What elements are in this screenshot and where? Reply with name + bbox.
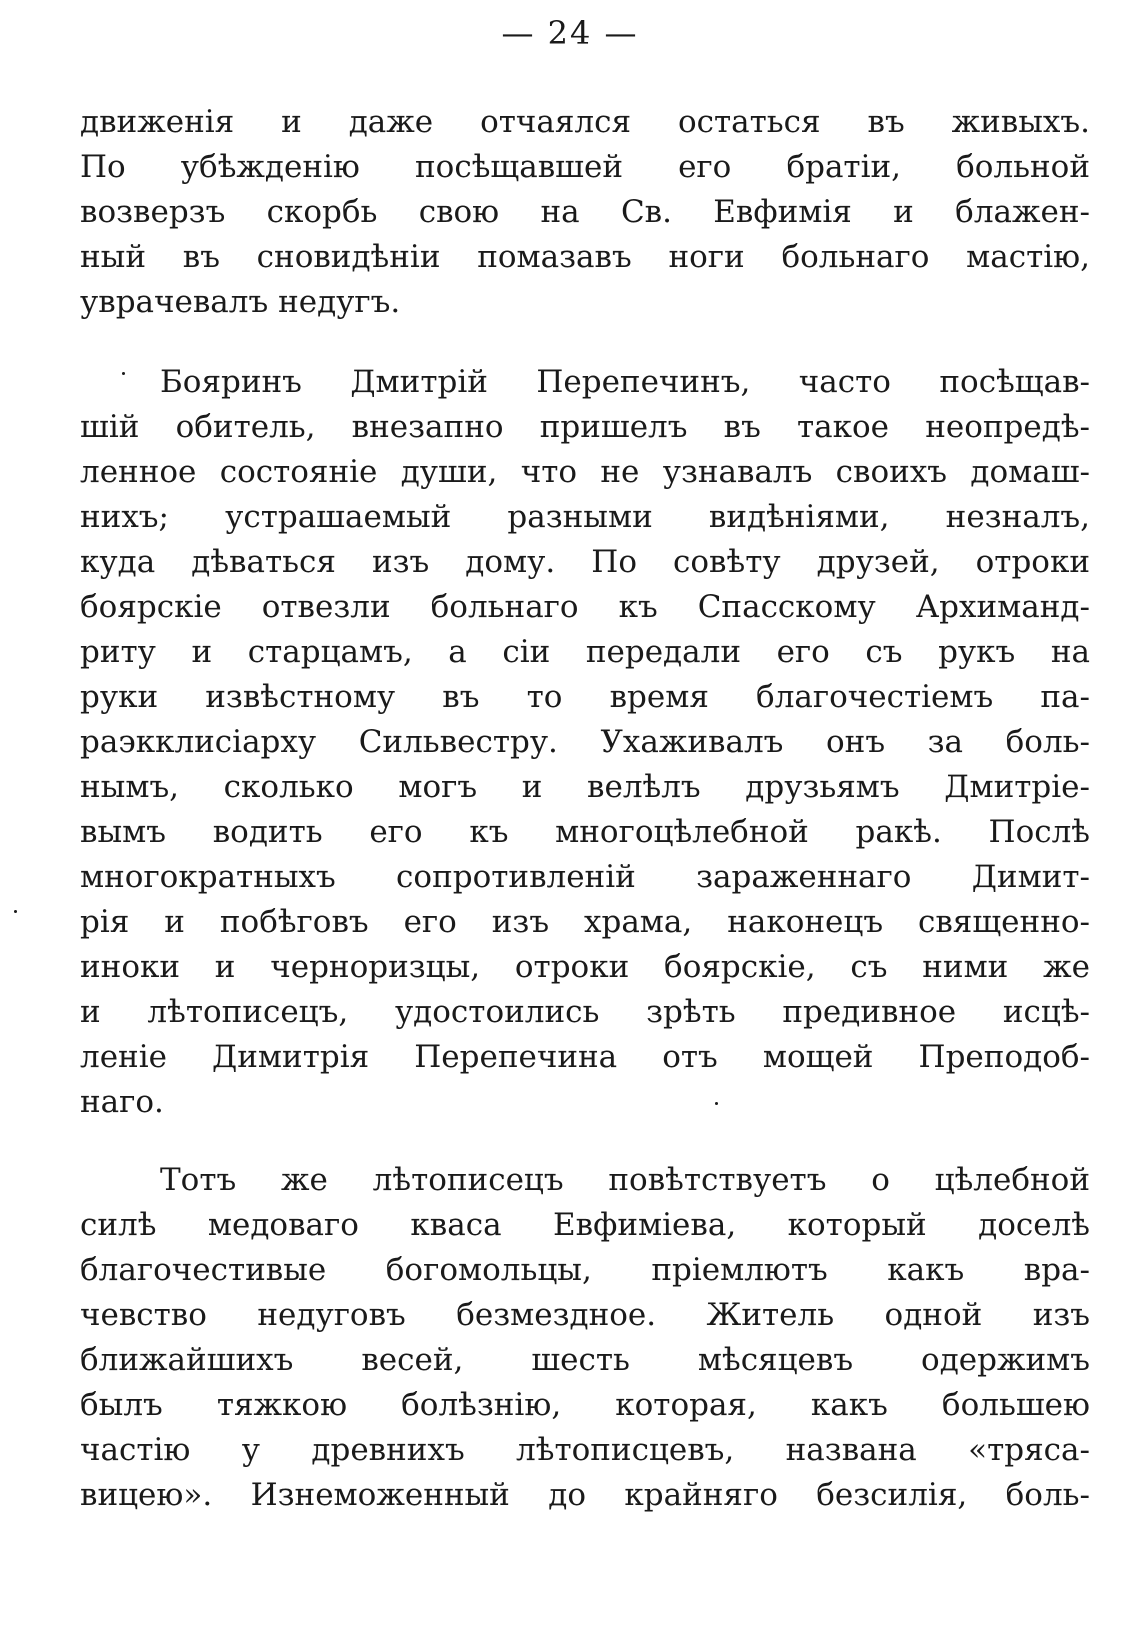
- text-line: рія и побѣговъ его изъ храма, наконецъ священно-: [80, 904, 1090, 940]
- text-line: иноки и черноризцы, отроки боярскіе, съ ними же: [80, 949, 1090, 985]
- text-line: ный въ сновидѣніи помазавъ ноги больнаго мастію,: [80, 239, 1090, 275]
- paragraph-2: [80, 360, 1090, 1125]
- text-line: многократныхъ сопротивленій зараженнаго Димит-: [80, 859, 1090, 895]
- ink-speck: [122, 372, 125, 375]
- text-line: Тотъ же лѣтописецъ повѣтствуетъ о цѣлебной: [160, 1162, 1090, 1198]
- text-line: Бояринъ Дмитрій Перепечинъ, часто посѣщав-: [160, 364, 1090, 400]
- text-line: наго.: [80, 1084, 164, 1120]
- text-line: частію у древнихъ лѣтописцевъ, названа «трясa-: [80, 1432, 1090, 1468]
- text-line: чевство недуговъ безмездное. Житель одной изъ: [80, 1297, 1090, 1333]
- text-line: вицею». Изнеможенный до крайняго безсилія, боль-: [80, 1477, 1090, 1513]
- ink-speck: [14, 910, 17, 913]
- paragraph-1: [80, 100, 1090, 325]
- text-line: былъ тяжкою болѣзнію, которая, какъ большею: [80, 1387, 1090, 1423]
- text-line: возверзъ скорбь свою на Св. Евфимія и блажен-: [80, 194, 1090, 230]
- text-line: нымъ, сколько могъ и велѣлъ друзьямъ Дмитріе-: [80, 769, 1090, 805]
- text-line: боярскіе отвезли больнаго къ Спасскому Архиманд-: [80, 589, 1090, 625]
- text-line: благочестивые богомольцы, пріемлютъ какъ вра-: [80, 1252, 1090, 1288]
- text-line: шій обитель, внезапно пришелъ въ такое неопредѣ-: [80, 409, 1090, 445]
- text-line: руки извѣстному въ то время благочестіемъ па-: [80, 679, 1090, 715]
- text-line: ближайшихъ весей, шесть мѣсяцевъ одержимъ: [80, 1342, 1090, 1378]
- text-line: нихъ; устрашаемый разными видѣніями, незналъ,: [80, 499, 1090, 535]
- text-line: ленное состояніе души, что не узнавалъ своихъ домаш-: [80, 454, 1090, 490]
- text-line: движенія и даже отчаялся остаться въ живыхъ.: [80, 104, 1090, 140]
- text-line: куда дѣваться изъ дому. По совѣту друзей, отроки: [80, 544, 1090, 580]
- text-line: силѣ медоваго кваса Евфиміева, который доселѣ: [80, 1207, 1090, 1243]
- page-number: — 24 —: [501, 14, 639, 52]
- text-line: По убѣжденію посѣщавшей его братіи, больной: [80, 149, 1090, 185]
- paragraph-3: [80, 1158, 1090, 1518]
- ink-speck: [715, 1102, 718, 1105]
- text-line: и лѣтописецъ, удостоились зрѣть предивное исцѣ-: [80, 994, 1090, 1030]
- text-line: вымъ водить его къ многоцѣлебной ракѣ. Послѣ: [80, 814, 1090, 850]
- text-line: риту и старцамъ, а сіи передали его съ рукъ на: [80, 634, 1090, 670]
- text-line: уврачевалъ недугъ.: [80, 284, 401, 320]
- text-line: леніе Димитрія Перепечина отъ мощей Преподоб-: [80, 1039, 1090, 1075]
- text-line: раэкклисіарху Сильвестру. Ухаживалъ онъ за боль-: [80, 724, 1090, 760]
